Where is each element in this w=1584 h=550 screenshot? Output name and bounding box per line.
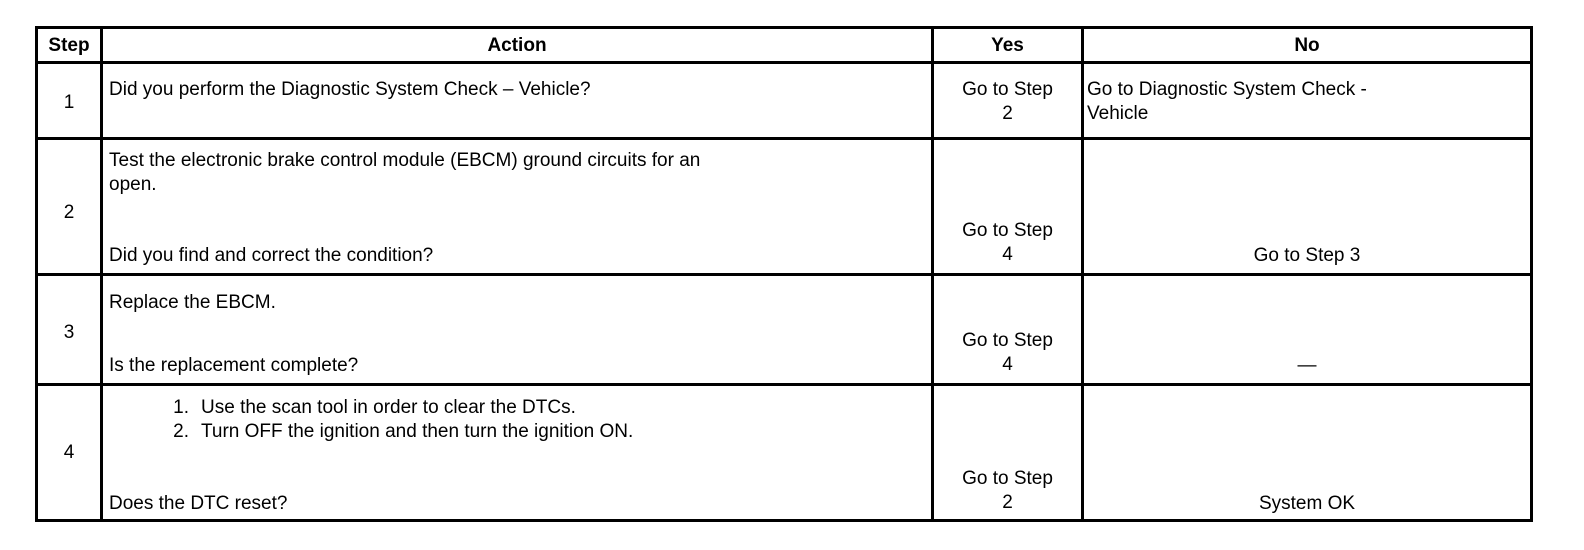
- step-number: 4: [63, 442, 75, 463]
- yes-step-number: 4: [1002, 354, 1013, 375]
- step-number: 2: [63, 202, 75, 223]
- no-text-line2: Vehicle: [1087, 103, 1149, 124]
- list-text: Turn OFF the ignition and then turn the ignition ON.: [201, 421, 634, 442]
- action-text: [109, 149, 929, 197]
- step-number: 1: [63, 92, 75, 113]
- no-cell: —: [1297, 355, 1317, 376]
- list-number: 2.: [173, 421, 189, 442]
- yes-step-number: 2: [1002, 492, 1013, 513]
- header-step: Step: [48, 35, 90, 56]
- no-cell: System OK: [1258, 493, 1356, 514]
- action-list-cell: [103, 396, 929, 444]
- header-yes: Yes: [991, 35, 1024, 56]
- yes-cell: [934, 329, 1081, 377]
- yes-text: Go to Step: [962, 79, 1053, 100]
- numbered-list: [103, 396, 929, 444]
- yes-text: Go to Step: [962, 330, 1053, 351]
- action-line: Test the electronic brake control module (EBCM) ground circuits for an: [109, 150, 701, 171]
- diagnostic-table: [35, 26, 1533, 522]
- question-text: Is the replacement complete?: [109, 355, 359, 376]
- step-number: 3: [63, 322, 75, 343]
- yes-cell: [934, 78, 1081, 126]
- row-divider: [38, 383, 1530, 386]
- yes-step-number: 4: [1002, 244, 1013, 265]
- no-text: Go to Diagnostic System Check -: [1087, 79, 1367, 100]
- row-divider: [38, 61, 1530, 64]
- header-action: Action: [487, 35, 547, 56]
- yes-text: Go to Step: [962, 220, 1053, 241]
- action-text: Replace the EBCM.: [109, 292, 276, 313]
- action-text: Did you perform the Diagnostic System Check – Vehicle?: [109, 79, 591, 100]
- row-divider: [38, 273, 1530, 276]
- list-number: 1.: [173, 397, 189, 418]
- yes-step-number: 2: [1002, 103, 1013, 124]
- no-cell: [1087, 78, 1527, 126]
- question-text: Does the DTC reset?: [109, 493, 288, 514]
- row-divider: [38, 137, 1530, 140]
- list-item: [103, 396, 929, 420]
- list-item: [103, 420, 929, 444]
- yes-text: Go to Step: [962, 468, 1053, 489]
- question-text: Did you find and correct the condition?: [109, 245, 434, 266]
- list-text: Use the scan tool in order to clear the DTCs.: [201, 397, 576, 418]
- action-line: open.: [109, 174, 157, 195]
- no-cell: Go to Step 3: [1253, 245, 1361, 266]
- yes-cell: [934, 219, 1081, 267]
- yes-cell: [934, 467, 1081, 515]
- header-no: No: [1294, 35, 1320, 56]
